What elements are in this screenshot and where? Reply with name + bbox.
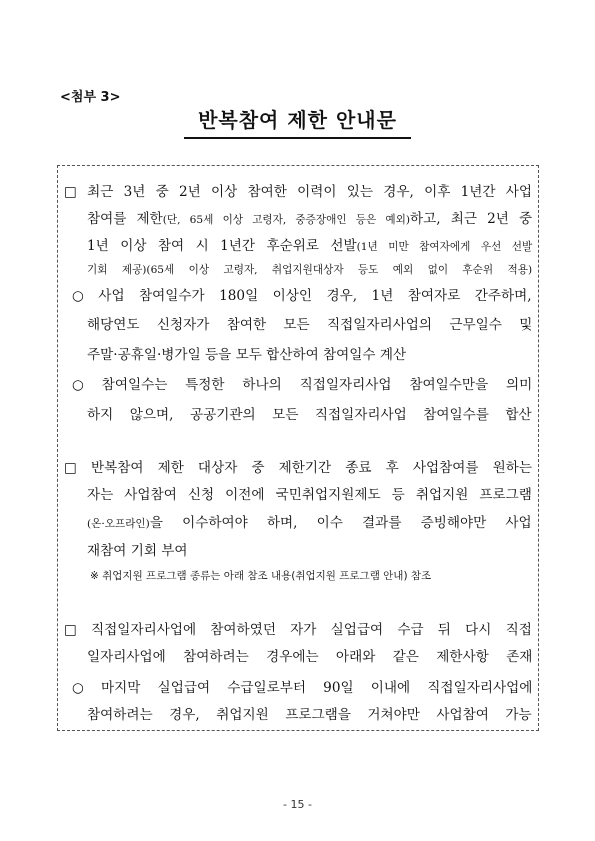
reference-note: ※ 취업지원 프로그램 종류는 아래 참조 내용(취업지원 프로그램 안내) 참조 <box>90 570 432 582</box>
section-1-line-7 <box>87 343 406 363</box>
body-text: ○ 마지막 실업급여 수급일로부터 90일 이내에 직접일자리사업에 <box>72 680 533 696</box>
body-text: 1년 이상 참여 시 1년간 후순위로 선발 <box>87 238 357 254</box>
section-2-line-1 <box>64 456 532 476</box>
body-text: 자는 사업참여 신청 이전에 국민취업지원제도 등 취업지원 프로그램 <box>87 487 532 503</box>
section-3-line-1 <box>64 618 532 638</box>
parenthetical-note: 기회 제공)(65세 이상 고령자, 취업지원대상자 등도 예외 없이 후순위 적용) <box>87 264 533 276</box>
section-1-line-2 <box>87 207 532 227</box>
section-1-line-1 <box>64 180 532 200</box>
body-text: 하고, 최근 2년 중 <box>410 211 533 227</box>
section-1-line-8 <box>72 373 532 393</box>
section-1-line-4 <box>87 261 532 277</box>
body-text: 주말·공휴일·병가일 등을 모두 합산하여 참여일수 계산 <box>87 347 407 363</box>
body-text: 해당연도 신청자가 참여한 모든 직접일자리사업의 근무일수 및 <box>87 317 533 333</box>
section-3-line-4 <box>87 703 532 723</box>
body-text: 참여하려는 경우, 취업지원 프로그램을 거쳐야만 사업참여 가능 <box>87 707 532 723</box>
parenthetical-note: (단, 65세 이상 고령자, 중증장애인 등은 예외) <box>162 214 411 226</box>
parenthetical-note: (1년 미만 참여자에게 우선 선발 <box>356 241 533 253</box>
section-3-line-3 <box>72 676 532 696</box>
body-text: □ 직접일자리사업에 참여하였던 자가 실업급여 수급 뒤 다시 직접 <box>64 622 532 638</box>
body-text: 참여를 제한 <box>87 211 163 227</box>
section-1-line-6 <box>87 313 532 333</box>
notice-box <box>57 165 539 731</box>
section-2-line-5 <box>90 567 431 583</box>
body-text: □ 반복참여 제한 대상자 중 제한기간 종료 후 사업참여를 원하는 <box>64 460 533 476</box>
page-title-wrap <box>0 104 595 139</box>
body-text: □ 최근 3년 중 2년 이상 참여한 이력이 있는 경우, 이후 1년간 사업 <box>64 184 533 200</box>
page-number: - 15 - <box>283 798 312 811</box>
body-text: ○ 참여일수는 특정한 하나의 직접일자리사업 참여일수만을 의미 <box>72 377 533 393</box>
page-title: 반복참여 제한 안내문 <box>184 104 411 139</box>
section-2-line-4 <box>87 539 188 559</box>
body-text: 하지 않으며, 공공기관의 모든 직접일자리사업 참여일수를 합산 <box>87 407 532 423</box>
attachment-label: <첨부 3> <box>60 90 121 105</box>
body-text: 재참여 기회 부여 <box>87 543 188 559</box>
body-text: 을 이수하여야 하며, 이수 결과를 증빙해야만 사업 <box>149 515 532 531</box>
body-text: ○ 사업 참여일수가 180일 이상인 경우, 1년 참여자로 간주하며, <box>72 288 532 304</box>
body-text: 일자리사업에 참여하려는 경우에는 아래와 같은 제한사항 존재 <box>87 649 533 665</box>
section-3-line-2 <box>87 645 532 665</box>
section-2-line-3 <box>87 511 532 531</box>
section-2-line-2 <box>87 483 532 503</box>
section-1-line-5 <box>72 284 532 304</box>
section-1-line-3 <box>87 234 532 254</box>
section-1-line-9 <box>87 403 532 423</box>
parenthetical-note: (온·오프라인) <box>87 518 150 530</box>
